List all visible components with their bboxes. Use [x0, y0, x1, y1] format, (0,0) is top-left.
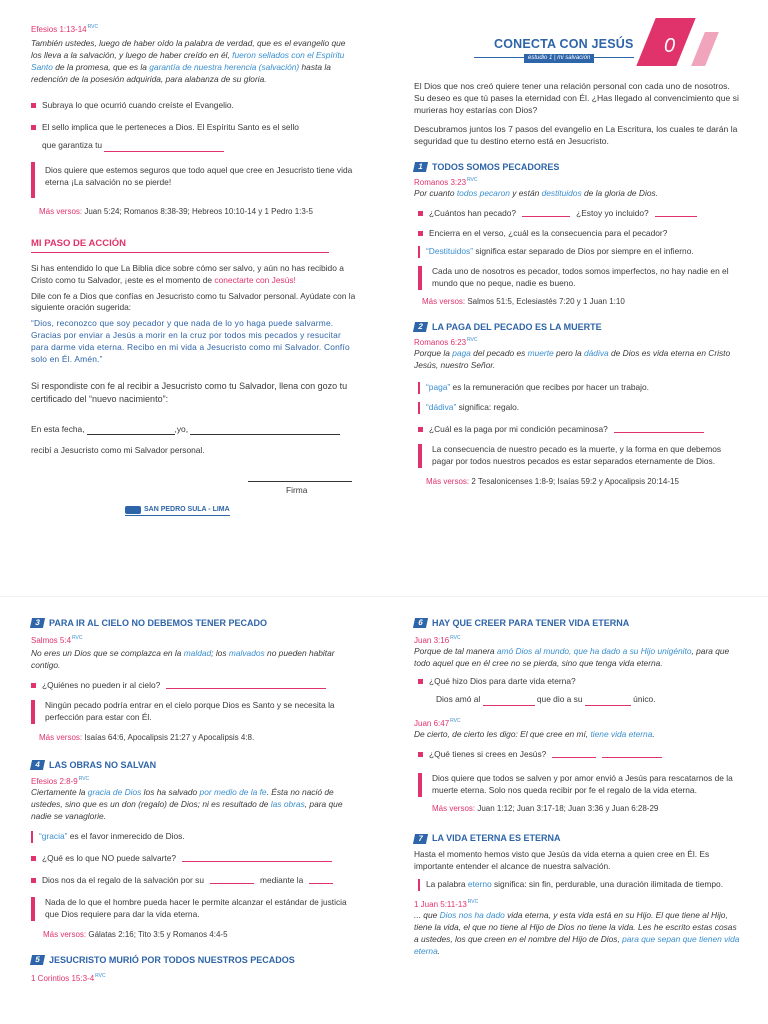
square-bullet-icon — [418, 679, 423, 684]
section-3-heading: 3 PARA IR AL CIELO NO DEBEMOS TENER PECADO — [31, 617, 357, 630]
section-6-fill-in: Dios amó al que dio a su único. — [436, 693, 656, 704]
date-line[interactable] — [87, 426, 175, 435]
study-number-badge: 0 — [664, 35, 676, 57]
answer-line[interactable] — [166, 680, 326, 689]
section-4-heading: 4 LAS OBRAS NO SALVAN — [31, 759, 357, 772]
section-4-verse: Ciertamente la gracia de Dios los ha salvado por medio de la fe. Ésta no nació de ustedes, sino que es un don (regalo) de Dios; ni es resultado de las obras, para que nadie se vanaglorie. — [31, 787, 343, 822]
section-4-definition: “gracia” es el favor inmerecido de Dios. — [31, 831, 357, 843]
section-6-question-2: ¿Qué tienes si crees en Jesús? — [414, 749, 742, 761]
answer-line[interactable] — [104, 143, 224, 152]
section-2-verse: Porque la paga del pecado es muerte pero la dádiva de Dios es vida eterna en Cristo Jesús, nuestro Señor. — [414, 348, 731, 371]
panel-bottom-right — [414, 617, 742, 958]
section-7-verse: ... que Dios nos ha dado vida eterna, y esta vida está en su Hijo. El que tiene al Hijo, tiene la vida, el que no tiene al Hijo de Dios no tiene la vida. Les he escrito estas cosas a ustedes, los que creen en el nombre del Hijo de Dios, para que sepan que tienen vida eterna. — [414, 910, 740, 956]
square-bullet-icon — [418, 211, 423, 216]
section-2-reference: Romanos $6:23^{RVC}$ — [414, 337, 478, 347]
action-paragraph-2: Dile con fe a Dios que confías en Jesucristo como tu Salvador personal. Ayúdate con la siguiente oración sugerida: — [31, 290, 356, 313]
section-7-reference: 1 Juan $5:11-13^{RVC}$ — [414, 899, 479, 909]
more-verses: Más versos: Juan 5:24; Romanos 8:38-39; Hebreos 10:10-14 y 1 Pedro 1:3-5 — [39, 206, 313, 216]
section-4-reference: Efesios $2:8-9^{RVC}$ — [31, 776, 90, 786]
study-header — [414, 18, 742, 70]
section-5-reference: 1 Corintios $15:3-4^{RVC}$ — [31, 973, 106, 983]
section-6-verse: Porque de tal manera amó Dios al mundo, que ha dado a su Hijo unigénito, para que todo aquel que en él cree no se pierda, sino que tenga vida eterna. — [414, 646, 730, 669]
answer-line[interactable] — [655, 208, 697, 217]
section-2-heading: 2 LA PAGA DEL PECADO ES LA MUERTE — [414, 321, 742, 334]
section-1-more-verses: Más versos: Salmos 51:5, Eclesiastés 7:20 y 1 Juan 1:10 — [422, 296, 625, 306]
study-subtitle: estudio 1 | mi salvación — [524, 54, 594, 63]
section-6-heading: 6 HAY QUE CREER PARA TENER VIDA ETERNA — [414, 617, 742, 630]
section-4-question-1: ¿Qué es lo que NO puede salvarte? — [31, 853, 357, 865]
suggested-prayer: “Dios, reconozco que soy pecador y que nada de lo yo haga puede salvarme. Gracias por enviar a Jesús a morir en la cruz por todos mis pecados y resucitar para darme vida eterna. Recibo en mi vida a Jesucristo como mi Salvador. Confío solo en Él. Amén.” — [31, 318, 350, 365]
certificate-instructions: Si respondiste con fe al recibir a Jesucristo como tu Salvador, llena con gozo tu certificado del “nuevo nacimiento”: — [31, 381, 348, 404]
square-bullet-icon — [31, 878, 36, 883]
square-bullet-icon — [418, 231, 423, 236]
intro-2: Descubramos juntos los 7 pasos del evangelio en La Escritura, los cuales te darán la seguridad que tu destino eterno está en Jesucristo. — [414, 123, 738, 146]
received-statement: recibí a Jesucristo como mi Salvador personal. — [31, 445, 205, 456]
square-bullet-icon — [31, 125, 36, 130]
section-4-more-verses: Más versos: Gálatas 2:16; Tito 3:5 y Romanos 4:4-5 — [43, 929, 228, 939]
section-3-more-verses: Más versos: Isaías 64:6, Apocalipsis 21:27 y Apocalipsis 4:8. — [39, 732, 255, 742]
section-2-definition-1: “paga” es la remuneración que recibes por hacer un trabajo. — [418, 382, 742, 394]
answer-line[interactable] — [522, 208, 570, 217]
verse-reference: Efesios $1:13-14^{RVC}$ — [31, 24, 99, 34]
answer-line[interactable] — [585, 697, 631, 706]
section-2-more-verses: Más versos: 2 Tesalonicenses 1:8-9; Isaías 59:2 y Apocalipsis 20:14-15 — [426, 476, 679, 486]
name-line[interactable] — [190, 426, 340, 435]
section-7-heading: 7 LA VIDA ETERNA ES ETERNA — [414, 832, 742, 845]
answer-line[interactable] — [309, 875, 333, 884]
certificate-date-row: En esta fecha, ,yo, — [31, 424, 357, 436]
section-6-reference-2: Juan $6:47^{RVC}$ — [414, 718, 461, 728]
section-2-definition-2: “dádiva” significa: regalo. — [418, 402, 742, 414]
section-1-callout: Cada uno de nosotros es pecador, todos somos imperfectos, no hay nadie en el mundo que no peque, nadie es bueno. — [418, 266, 742, 290]
section-6-reference: Juan $3:16^{RVC}$ — [414, 635, 461, 645]
section-1-verse: Por cuanto todos pecaron y están destituidos de la gloria de Dios. — [414, 188, 658, 199]
square-bullet-icon — [418, 752, 423, 757]
callout-box: Dios quiere que estemos seguros que todo aquel que cree en Jesucristo tiene vida eterna ¡La salvación no se pierde! — [31, 162, 357, 198]
answer-line[interactable] — [552, 749, 596, 758]
church-logo-icon — [125, 506, 141, 514]
footer-logo: SAN PEDRO SULA - LIMA — [125, 505, 230, 516]
verse-text: También ustedes, luego de haber oído la palabra de verdad, que es el evangelio que los lleva a la salvación, y luego de haber creído en él, fueron sellados con el Espíritu Santo de la promesa, que es la garantía de nuestra herencia (salvación) hasta la redención de la posesión adquirida, para alabanza de su gloria. — [31, 38, 346, 85]
square-bullet-icon — [31, 683, 36, 688]
section-6-more-verses: Más versos: Juan 1:12; Juan 3:17-18; Juan 3:36 y Juan 6:28-29 — [432, 803, 659, 813]
section-6-verse-2: De cierto, de cierto les digo: El que cree en mí, tiene vida eterna. — [414, 729, 655, 740]
signature-line[interactable] — [248, 481, 352, 482]
question-1: Subraya lo que ocurrió cuando creíste el Evangelio. — [31, 100, 357, 112]
square-bullet-icon — [31, 856, 36, 861]
section-6-callout: Dios quiere que todos se salven y por amor envió a Jesús para rescatarnos de la muerte eterna. Solo nos queda recibir por fe el regalo de la vida eterna. — [418, 773, 742, 797]
answer-line[interactable] — [483, 697, 535, 706]
section-3-callout: Ningún pecado podría entrar en el cielo porque Dios es Santo y se necesita la perfección para estar con Él. — [31, 700, 357, 724]
section-3-reference: Salmos $5:4^{RVC}$ — [31, 635, 83, 645]
section-4-callout: Nada de lo que el hombre pueda hacer le permite alcanzar el estándar de justicia que Dios requiere para dar la vida eterna. — [31, 897, 357, 921]
section-7-definition: La palabra eterno significa: sin fin, perdurable, una duración ilimitada de tiempo. — [418, 879, 742, 891]
intro-1: El Dios que nos creó quiere tener una relación personal con cada uno de nosotros. Su deseo es que tú pases la eternidad con Él. ¿Has llegado al convencimiento que si murieras hoy estarías con Dios? — [414, 81, 739, 116]
section-7-intro: Hasta el momento hemos visto que Jesús da vida eterna a quien cree en Él. Es importante entender el alcance de nuestra salvación. — [414, 848, 710, 871]
page-divider — [0, 596, 768, 597]
square-bullet-icon — [418, 427, 423, 432]
answer-line[interactable] — [210, 875, 254, 884]
section-6-question-1: ¿Qué hizo Dios para darte vida eterna? — [414, 676, 742, 688]
section-4-question-2: Dios nos da el regalo de la salvación por su mediante la — [31, 875, 357, 887]
signature-label: Firma — [286, 485, 308, 496]
answer-line[interactable] — [602, 749, 662, 758]
section-3-verse: No eres un Dios que se complazca en la maldad; los malvados no pueden habitar contigo. — [31, 648, 335, 671]
section-3-question: ¿Quiénes no pueden ir al cielo? — [31, 680, 357, 692]
answer-line[interactable] — [182, 853, 332, 862]
section-1-question-2: Encierra en el verso, ¿cuál es la consecuencia para el pecador? — [414, 228, 742, 240]
panel-top-right — [414, 18, 742, 487]
question-2: El sello implica que le perteneces a Dios. El Espíritu Santo es el sello — [31, 122, 357, 134]
section-1-reference: Romanos $3:23^{RVC}$ — [414, 177, 478, 187]
section-2-question: ¿Cuál es la paga por mi condición pecaminosa? — [414, 424, 742, 436]
section-1-definition: “Destituidos” significa estar separado de Dios por siempre en el infierno. — [418, 246, 742, 258]
section-1-question-1: ¿Cuántos han pecado? ¿Estoy yo incluido? — [414, 208, 742, 220]
panel-top-left — [31, 24, 357, 518]
action-title: MI PASO DE ACCIÓN — [31, 237, 329, 252]
study-title: CONECTA CON JESÚS — [494, 37, 634, 51]
header-stripe-light — [691, 32, 719, 66]
section-1-heading: 1 TODOS SOMOS PECADORES — [414, 161, 742, 174]
square-bullet-icon — [31, 103, 36, 108]
action-paragraph-1: Si has entendido lo que La Biblia dice sobre cómo ser salvo, y aún no has recibido a Cristo como tu Salvador, ¡este es el momento de conectarte con Jesús! — [31, 262, 344, 285]
question-2-blank: que garantiza tu — [31, 140, 357, 152]
section-5-heading: 5 JESUCRISTO MURIÓ POR TODOS NUESTROS PECADOS — [31, 954, 357, 967]
panel-bottom-left — [31, 617, 357, 984]
answer-line[interactable] — [614, 424, 704, 433]
section-2-callout: La consecuencia de nuestro pecado es la muerte, y la forma en que debemos pagar por todos nuestros pecados es estar separados eternamente de Dios. — [418, 444, 742, 468]
